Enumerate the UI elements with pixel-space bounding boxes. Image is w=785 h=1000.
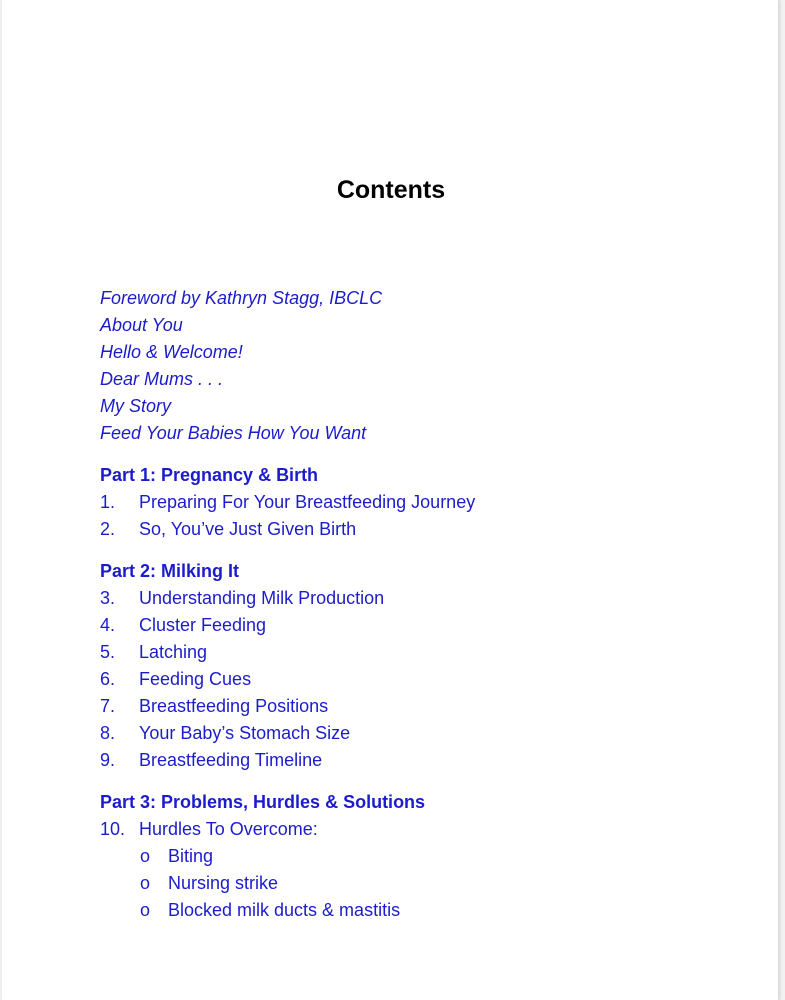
toc-link-my-story[interactable]: My Story: [100, 396, 172, 416]
toc-subitem-nursing-strike[interactable]: [100, 870, 475, 897]
toc-link-hello-welcome[interactable]: Hello & Welcome!: [100, 342, 243, 362]
toc-chapter-4[interactable]: [100, 612, 475, 639]
chapter-title: Feeding Cues: [139, 669, 252, 689]
chapter-title: Hurdles To Overcome:: [139, 819, 318, 839]
toc-subitem-biting[interactable]: [100, 843, 475, 870]
toc-chapter-7[interactable]: [100, 693, 475, 720]
subitem-title: Nursing strike: [168, 873, 279, 893]
chapter-title: Cluster Feeding: [139, 615, 267, 635]
toc-chapter-6[interactable]: [100, 666, 475, 693]
toc-link-foreword[interactable]: Foreword by Kathryn Stagg, IBCLC: [100, 288, 383, 308]
subitem-title: Blocked milk ducts & mastitis: [168, 900, 401, 920]
spacer: [100, 543, 475, 558]
chapter-title: So, You’ve Just Given Birth: [139, 519, 357, 539]
document-page: [2, 0, 779, 1000]
chapter-title: Your Baby’s Stomach Size: [139, 723, 351, 743]
chapter-number: 10.: [100, 819, 126, 839]
bullet-marker: o: [140, 846, 151, 866]
chapter-title: Preparing For Your Breastfeeding Journey: [139, 492, 476, 512]
chapter-number: 7.: [100, 696, 116, 716]
chapter-title: Understanding Milk Production: [139, 588, 385, 608]
toc-chapter-9[interactable]: [100, 747, 475, 774]
spacer: [100, 774, 475, 789]
subitem-title: Biting: [168, 846, 214, 866]
chapter-title: Latching: [139, 642, 208, 662]
spacer: [100, 447, 475, 462]
chapter-number: 2.: [100, 519, 116, 539]
toc-part-1-heading[interactable]: Part 1: Pregnancy & Birth: [100, 465, 319, 485]
bullet-marker: o: [140, 900, 151, 920]
chapter-title: Breastfeeding Positions: [139, 696, 329, 716]
table-of-contents: [100, 285, 475, 924]
bullet-marker: o: [140, 873, 151, 893]
toc-link-feed-your-babies[interactable]: Feed Your Babies How You Want: [100, 423, 367, 443]
chapter-number: 8.: [100, 723, 116, 743]
toc-chapter-5[interactable]: [100, 639, 475, 666]
toc-chapter-10[interactable]: [100, 816, 475, 843]
chapter-number: 5.: [100, 642, 116, 662]
toc-chapter-1[interactable]: [100, 489, 475, 516]
toc-chapter-3[interactable]: [100, 585, 475, 612]
toc-chapter-2[interactable]: [100, 516, 475, 543]
toc-subitem-blocked-ducts[interactable]: [100, 897, 475, 924]
chapter-number: 1.: [100, 492, 116, 512]
chapter-title: Breastfeeding Timeline: [139, 750, 323, 770]
chapter-number: 6.: [100, 669, 116, 689]
toc-chapter-8[interactable]: [100, 720, 475, 747]
toc-part-3-heading[interactable]: Part 3: Problems, Hurdles & Solutions: [100, 792, 426, 812]
chapter-number: 9.: [100, 750, 116, 770]
toc-part-2-heading[interactable]: Part 2: Milking It: [100, 561, 240, 581]
chapter-number: 3.: [100, 588, 116, 608]
page-title: Contents: [336, 176, 446, 204]
chapter-number: 4.: [100, 615, 116, 635]
toc-link-about-you[interactable]: About You: [100, 315, 183, 335]
toc-link-dear-mums[interactable]: Dear Mums . . .: [100, 369, 224, 389]
